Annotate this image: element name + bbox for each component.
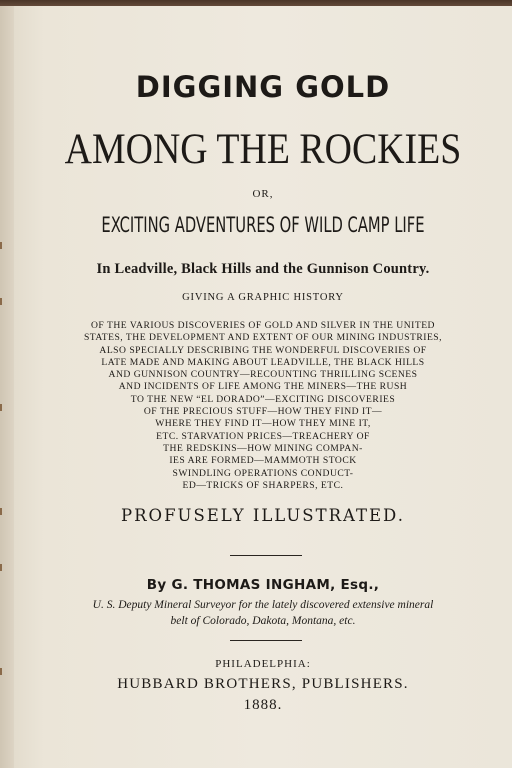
title-line-2: AMONG THE ROCKIES [64, 126, 462, 173]
description-line: SWINDLING OPERATIONS CONDUCT- [172, 467, 354, 479]
subtitle: EXCITING ADVENTURES OF WILD CAMP LIFE [101, 213, 425, 237]
page-gutter [0, 6, 14, 768]
description-line: ETC. STARVATION PRICES—TREACHERY OF [156, 430, 370, 442]
description-line: TO THE NEW “EL DORADO”—EXCITING DISCOVERIES [130, 393, 396, 405]
title-line-1: DIGGING GOLD [135, 70, 391, 104]
page-tear-mark [0, 508, 2, 515]
publisher-name: HUBBARD BROTHERS, PUBLISHERS. [117, 676, 409, 692]
author-credentials-line-1: U. S. Deputy Mineral Surveyor for the lately discovered extensive mineral [92, 599, 434, 611]
description-line: WHERE THEY FIND IT—HOW THEY MINE IT, [155, 418, 371, 430]
description-line: LATE MADE AND MAKING ABOUT LEADVILLE, THE BLACK HILLS [101, 356, 425, 368]
publisher-city: PHILADELPHIA: [215, 658, 311, 670]
description-line: IES ARE FORMED—MAMMOTH STOCK [169, 455, 357, 467]
description-line: AND INCIDENTS OF LIFE AMONG THE MINERS—THE RUSH [118, 381, 408, 393]
page-tear-mark [0, 668, 2, 675]
title-page [14, 6, 512, 768]
divider-rule [230, 640, 302, 641]
page-tear-mark [0, 298, 2, 305]
publication-year: 1888. [243, 697, 283, 713]
description-block [14, 320, 512, 492]
description-line: OF THE VARIOUS DISCOVERIES OF GOLD AND SILVER IN THE UNITED [91, 320, 435, 331]
giving-history-line: GIVING A GRAPHIC HISTORY [182, 292, 344, 303]
description-line: OF THE PRECIOUS STUFF—HOW THEY FIND IT— [143, 406, 383, 418]
description-line: THE REDSKINS—HOW MINING COMPAN- [163, 442, 363, 454]
description-line: ALSO SPECIALLY DESCRIBING THE WONDERFUL DISCOVERIES OF [99, 344, 427, 356]
location-line: In Leadville, Black Hills and the Gunnison Country. [96, 261, 430, 277]
or-separator: OR, [252, 188, 274, 200]
author-line: By G. THOMAS INGHAM, Esq., [146, 577, 380, 593]
description-line: AND GUNNISON COUNTRY—RECOUNTING THRILLING SCENES [108, 369, 418, 381]
page-tear-mark [0, 564, 2, 571]
author-credentials-line-2: belt of Colorado, Dakota, Montana, etc. [170, 615, 356, 627]
illustrated-note: PROFUSELY ILLUSTRATED. [121, 506, 405, 525]
page-tear-mark [0, 242, 2, 249]
page-tear-mark [0, 404, 2, 411]
description-line: STATES, THE DEVELOPMENT AND EXTENT OF OUR MINING INDUSTRIES, [83, 332, 443, 344]
divider-rule [230, 555, 302, 556]
description-line: ED—TRICKS OF SHARPERS, ETC. [182, 479, 344, 491]
